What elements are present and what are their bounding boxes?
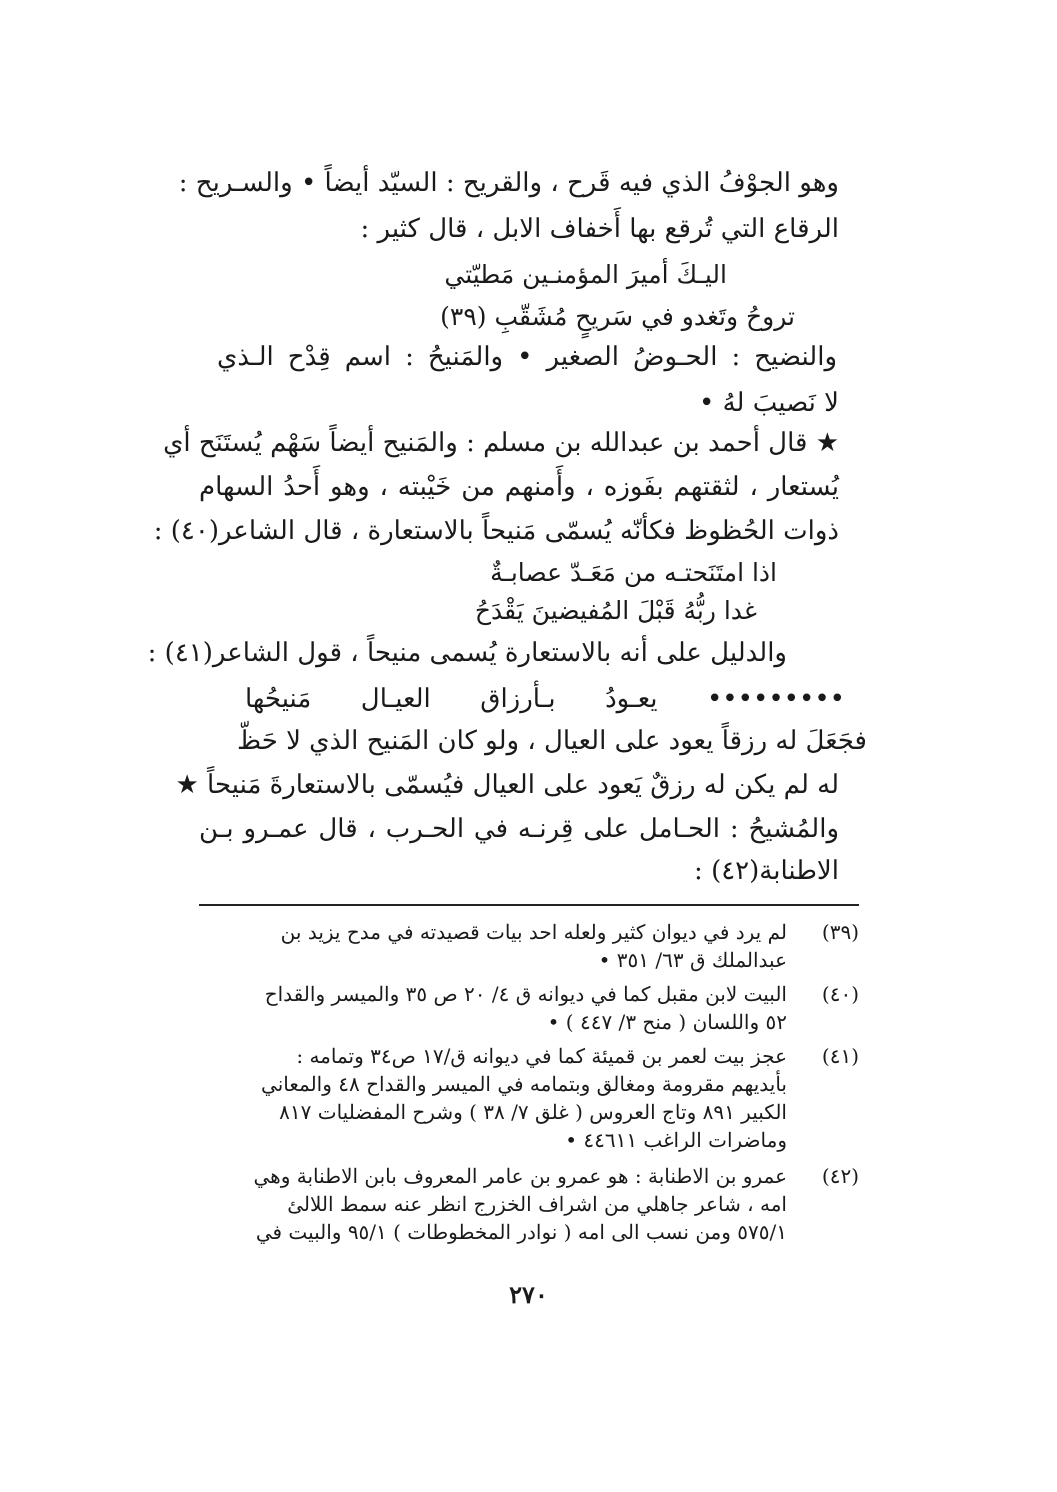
verse-line: غدا ربُّهُ قَبْلَ المُفيضينَ يَقْدَحُ xyxy=(474,596,757,625)
verse-line: تروحُ وتَغدو في سَريحٍ مُشَقّبِ (٣٩) xyxy=(440,302,795,331)
footnote-line: وماضرات الراغب ٤٤٦١١ • xyxy=(565,1128,787,1152)
footnote-line: عمرو بن الاطنابة : هو عمرو بن عامر المعروف بابن الاطنابة وهي xyxy=(253,1164,787,1188)
footnote xyxy=(199,1162,859,1246)
footnote xyxy=(199,980,859,1036)
footnote-number: (٤١) xyxy=(821,1044,859,1068)
footnote-number: (٤٢) xyxy=(821,1164,859,1188)
footnote-line: عبدالملك ق ٦٣/ ٣٥١ • xyxy=(598,948,787,972)
body-line: والنضيح : الحـوضُ الصغير • والمَنيحُ : اسم قِدْح الـذي xyxy=(217,342,837,372)
body-line: له لم يكن له رزقٌ يَعود على العيال فيُسمّى بالاستعارةَ مَنيحاً ★ xyxy=(175,770,839,800)
body-line: وهو الجوْفُ الذي فيه قَرح ، والقريح : السيّد أيضاً • والسـريح : xyxy=(178,168,839,198)
footnote-line: ٥٢ واللسان ( منح ٣/ ٤٤٧ ) • xyxy=(547,1010,787,1034)
footnote-line: ٥٧٥/١ ومن نسب الى امه ( نوادر المخطوطات ) ٩٥/١ والبيت في xyxy=(255,1220,787,1244)
footnote-number: (٣٩) xyxy=(821,920,859,944)
body-line: لا نَصيبَ لهُ • xyxy=(699,388,839,418)
footnote-line: امه ، شاعر جاهلي من اشراف الخزرج انظر عنه سمط اللالئ xyxy=(287,1192,787,1216)
footnote-line: بأيديهم مقرومة ومغالق وبتمامه في الميسر والقداح ٤٨ والمعاني xyxy=(261,1072,787,1096)
footnote-line: لم يرد في ديوان كثير ولعله احد بيات قصيدته في مدح يزيد بن xyxy=(280,920,787,944)
body-line: يُستعار ، لثقتهم بفَوزه ، وأَمنهم من خَيْبته ، وهو أَحدُ السهام xyxy=(199,472,839,502)
body-line: والمُشيحُ : الحـامل على قِرنـه في الحـرب ، قال عمـرو بـن xyxy=(199,814,839,844)
footnote-divider xyxy=(199,904,859,906)
body-line: ذوات الحُظوظ فكأنّه يُسمّى مَنيحاً بالاستعارة ، قال الشاعر(٤٠) : xyxy=(153,516,839,546)
footnote-line: البيت لابن مقبل كما في ديوانه ق ٤/ ٢٠ ص ٣٥ والميسر والقداح xyxy=(264,982,787,1006)
body-line: الاطنابة(٤٢) : xyxy=(694,856,839,886)
body-line: فجَعَلَ له رزقاً يعود على العيال ، ولو كان المَنيح الذي لا حَظّ xyxy=(237,726,867,756)
footnote-number: (٤٠) xyxy=(821,982,859,1006)
body-line: ★ قال أحمد بن عبدالله بن مسلم : والمَنيح أيضاً سَهْم يُستَنَح أي xyxy=(163,428,839,458)
verse-line: اذا امتَنَحتـه من مَعَـدّ عصابـةٌ xyxy=(490,558,777,587)
footnote xyxy=(199,1042,859,1154)
page-number: ٢٧٠ xyxy=(509,1280,548,1309)
footnote xyxy=(199,918,859,974)
body-line: الرقاع التي تُرقع بها أَخفاف الابل ، قال كثير : xyxy=(360,214,839,244)
verse-line: اليـكَ أميرَ المؤمنـين مَطيّتي xyxy=(444,260,727,289)
verse-line: ••••••••• يعـودُ بـأرزاق العيـال مَنيحُها xyxy=(245,684,845,714)
footnote-line: الكبير ٨٩١ وتاج العروس ( غلق ٧/ ٣٨ ) وشرح المفضليات ٨١٧ xyxy=(279,1100,787,1124)
body-line: والدليل على أنه بالاستعارة يُسمى منيحاً ، قول الشاعر(٤١) : xyxy=(147,638,787,668)
footnote-line: عجز بيت لعمر بن قميئة كما في ديوانه ق/١٧ ص٣٤ وتمامه : xyxy=(296,1044,787,1068)
